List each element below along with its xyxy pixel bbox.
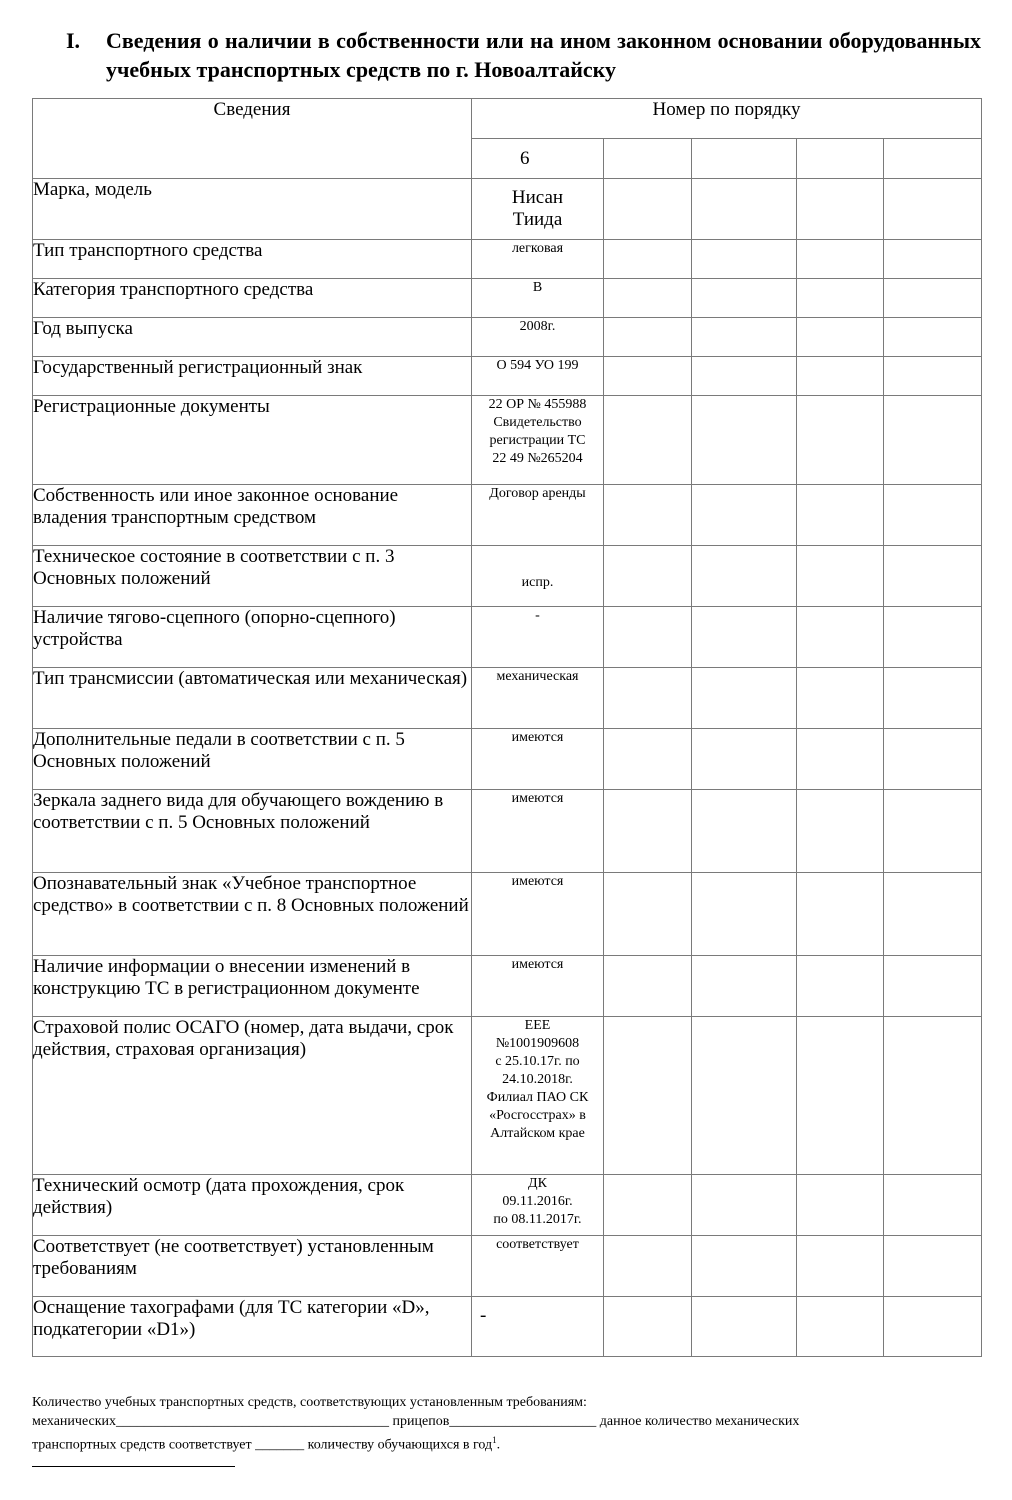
row-value: 22 ОР № 455988 Свидетельство регистрации ТС 22 49 №265204 xyxy=(472,396,604,485)
table-row xyxy=(33,1236,982,1297)
row-value: имеются xyxy=(472,790,604,873)
empty-cell xyxy=(604,873,692,956)
row-label: Государственный регистрационный знак xyxy=(33,357,472,396)
table-row xyxy=(33,729,982,790)
section-number: I. xyxy=(66,28,81,53)
table-row xyxy=(33,546,982,607)
empty-cell xyxy=(604,139,692,179)
empty-cell xyxy=(884,1017,982,1175)
table-row xyxy=(33,1175,982,1236)
table-row xyxy=(33,318,982,357)
table-row xyxy=(33,240,982,279)
row-value: ДК 09.11.2016г. по 08.11.2017г. xyxy=(472,1175,604,1236)
empty-cell xyxy=(797,956,884,1017)
row-label: Регистрационные документы xyxy=(33,396,472,485)
empty-cell xyxy=(884,485,982,546)
empty-cell xyxy=(884,873,982,956)
empty-cell xyxy=(797,729,884,790)
empty-cell xyxy=(604,318,692,357)
empty-cell xyxy=(797,240,884,279)
table-row xyxy=(33,485,982,546)
row-label: Наличие информации о внесении изменений в конструкцию ТС в регистрационном документе xyxy=(33,956,472,1017)
empty-cell xyxy=(692,396,797,485)
empty-cell xyxy=(797,1017,884,1175)
empty-cell xyxy=(797,607,884,668)
table-row xyxy=(33,790,982,873)
empty-cell xyxy=(692,318,797,357)
empty-cell xyxy=(604,357,692,396)
empty-cell xyxy=(692,1017,797,1175)
empty-cell xyxy=(692,873,797,956)
empty-cell xyxy=(797,357,884,396)
row-value: имеются xyxy=(472,729,604,790)
footnote-divider xyxy=(32,1466,235,1467)
row-label: Страховой полис ОСАГО (номер, дата выдачи, срок действия, страховая организация) xyxy=(33,1017,472,1175)
row-label: Год выпуска xyxy=(33,318,472,357)
table-row xyxy=(33,1017,982,1175)
row-value: - xyxy=(472,1297,604,1357)
empty-cell xyxy=(797,179,884,240)
row-value: имеются xyxy=(472,873,604,956)
section-heading xyxy=(66,26,981,84)
footnote-mark: 1 xyxy=(492,1435,497,1445)
empty-cell xyxy=(604,790,692,873)
table-row xyxy=(33,1297,982,1357)
empty-cell xyxy=(884,1175,982,1236)
empty-cell xyxy=(604,546,692,607)
empty-cell xyxy=(692,485,797,546)
empty-cell xyxy=(692,357,797,396)
vehicle-info-table xyxy=(32,98,982,1357)
empty-cell xyxy=(797,318,884,357)
empty-cell xyxy=(797,1236,884,1297)
empty-cell xyxy=(692,1175,797,1236)
row-label: Собственность или иное законное основание владения транспортным средством xyxy=(33,485,472,546)
row-label: Дополнительные педали в соответствии с п. 5 Основных положений xyxy=(33,729,472,790)
header-label: Сведения xyxy=(33,99,472,179)
empty-cell xyxy=(604,956,692,1017)
empty-cell xyxy=(884,357,982,396)
empty-cell xyxy=(797,139,884,179)
empty-cell xyxy=(604,668,692,729)
empty-cell xyxy=(797,546,884,607)
empty-cell xyxy=(797,1297,884,1357)
row-value: испр. xyxy=(472,546,604,607)
empty-cell xyxy=(797,668,884,729)
empty-cell xyxy=(692,279,797,318)
table-row xyxy=(33,668,982,729)
row-value: Договор аренды xyxy=(472,485,604,546)
empty-cell xyxy=(884,396,982,485)
empty-cell xyxy=(797,396,884,485)
empty-cell xyxy=(797,279,884,318)
row-value: - xyxy=(472,607,604,668)
empty-cell xyxy=(884,790,982,873)
empty-cell xyxy=(884,179,982,240)
row-label: Техническое состояние в соответствии с п. 3 Основных положений xyxy=(33,546,472,607)
empty-cell xyxy=(692,729,797,790)
empty-cell xyxy=(797,873,884,956)
empty-cell xyxy=(692,790,797,873)
empty-cell xyxy=(692,1236,797,1297)
empty-cell xyxy=(884,139,982,179)
empty-cell xyxy=(884,729,982,790)
empty-cell xyxy=(884,956,982,1017)
empty-cell xyxy=(604,179,692,240)
table-row xyxy=(33,956,982,1017)
empty-cell xyxy=(884,668,982,729)
footer-line-2: механических_______________________________________ прицепов_____________________ данное количество механических xyxy=(32,1414,800,1429)
section-title: Сведения о наличии в собственности или на ином законном основании оборудованных учебных транспортных средств по г. Новоалтайску xyxy=(106,28,981,82)
empty-cell xyxy=(692,179,797,240)
row-label: Марка, модель xyxy=(33,179,472,240)
row-label: Наличие тягово-сцепного (опорно-сцепного) устройства xyxy=(33,607,472,668)
row-label: Соответствует (не соответствует) установленным требованиям xyxy=(33,1236,472,1297)
row-value: ЕЕЕ №1001909608 с 25.10.17г. по 24.10.2018г. Филиал ПАО СК «Росгосстрах» в Алтайском крае xyxy=(472,1017,604,1175)
empty-cell xyxy=(692,607,797,668)
empty-cell xyxy=(604,607,692,668)
table-row xyxy=(33,396,982,485)
header-order: Номер по порядку xyxy=(472,99,982,139)
empty-cell xyxy=(604,1297,692,1357)
empty-cell xyxy=(884,546,982,607)
empty-cell xyxy=(884,1236,982,1297)
table-row xyxy=(33,873,982,956)
table-row xyxy=(33,357,982,396)
table-row xyxy=(33,607,982,668)
row-label: Категория транспортного средства xyxy=(33,279,472,318)
empty-cell xyxy=(884,318,982,357)
empty-cell xyxy=(692,668,797,729)
empty-cell xyxy=(604,1236,692,1297)
empty-cell xyxy=(692,956,797,1017)
empty-cell xyxy=(604,1175,692,1236)
row-value: В xyxy=(472,279,604,318)
row-value: легковая xyxy=(472,240,604,279)
empty-cell xyxy=(797,1175,884,1236)
footer-note xyxy=(32,1393,982,1455)
empty-cell xyxy=(692,546,797,607)
empty-cell xyxy=(604,279,692,318)
table-row xyxy=(33,279,982,318)
row-value: О 594 УО 199 xyxy=(472,357,604,396)
empty-cell xyxy=(604,729,692,790)
row-value: соответствует xyxy=(472,1236,604,1297)
row-label: Тип трансмиссии (автоматическая или механическая) xyxy=(33,668,472,729)
empty-cell xyxy=(692,240,797,279)
order-number-cell: 6 xyxy=(472,139,604,179)
row-label: Зеркала заднего вида для обучающего вождению в соответствии с п. 5 Основных положений xyxy=(33,790,472,873)
row-label: Тип транспортного средства xyxy=(33,240,472,279)
row-value: механическая xyxy=(472,668,604,729)
empty-cell xyxy=(797,790,884,873)
row-label: Технический осмотр (дата прохождения, срок действия) xyxy=(33,1175,472,1236)
footer-line-3: транспортных средств соответствует _______ количеству обучающихся в год$^1$. xyxy=(32,1435,501,1453)
empty-cell xyxy=(604,240,692,279)
empty-cell xyxy=(692,1297,797,1357)
table-row xyxy=(33,179,982,240)
row-label: Опознавательный знак «Учебное транспортное средство» в соответствии с п. 8 Основных положений xyxy=(33,873,472,956)
empty-cell xyxy=(884,279,982,318)
row-value: 2008г. xyxy=(472,318,604,357)
row-label: Оснащение тахографами (для ТС категории «D», подкатегории «D1») xyxy=(33,1297,472,1357)
empty-cell xyxy=(692,139,797,179)
footer-line-1: Количество учебных транспортных средств, соответствующих установленным требованиям: xyxy=(32,1395,587,1410)
empty-cell xyxy=(797,485,884,546)
empty-cell xyxy=(604,1017,692,1175)
row-value: имеются xyxy=(472,956,604,1017)
empty-cell xyxy=(884,607,982,668)
empty-cell xyxy=(884,240,982,279)
empty-cell xyxy=(604,485,692,546)
empty-cell xyxy=(604,396,692,485)
row-value: Нисан Тиида xyxy=(472,179,604,240)
empty-cell xyxy=(884,1297,982,1357)
